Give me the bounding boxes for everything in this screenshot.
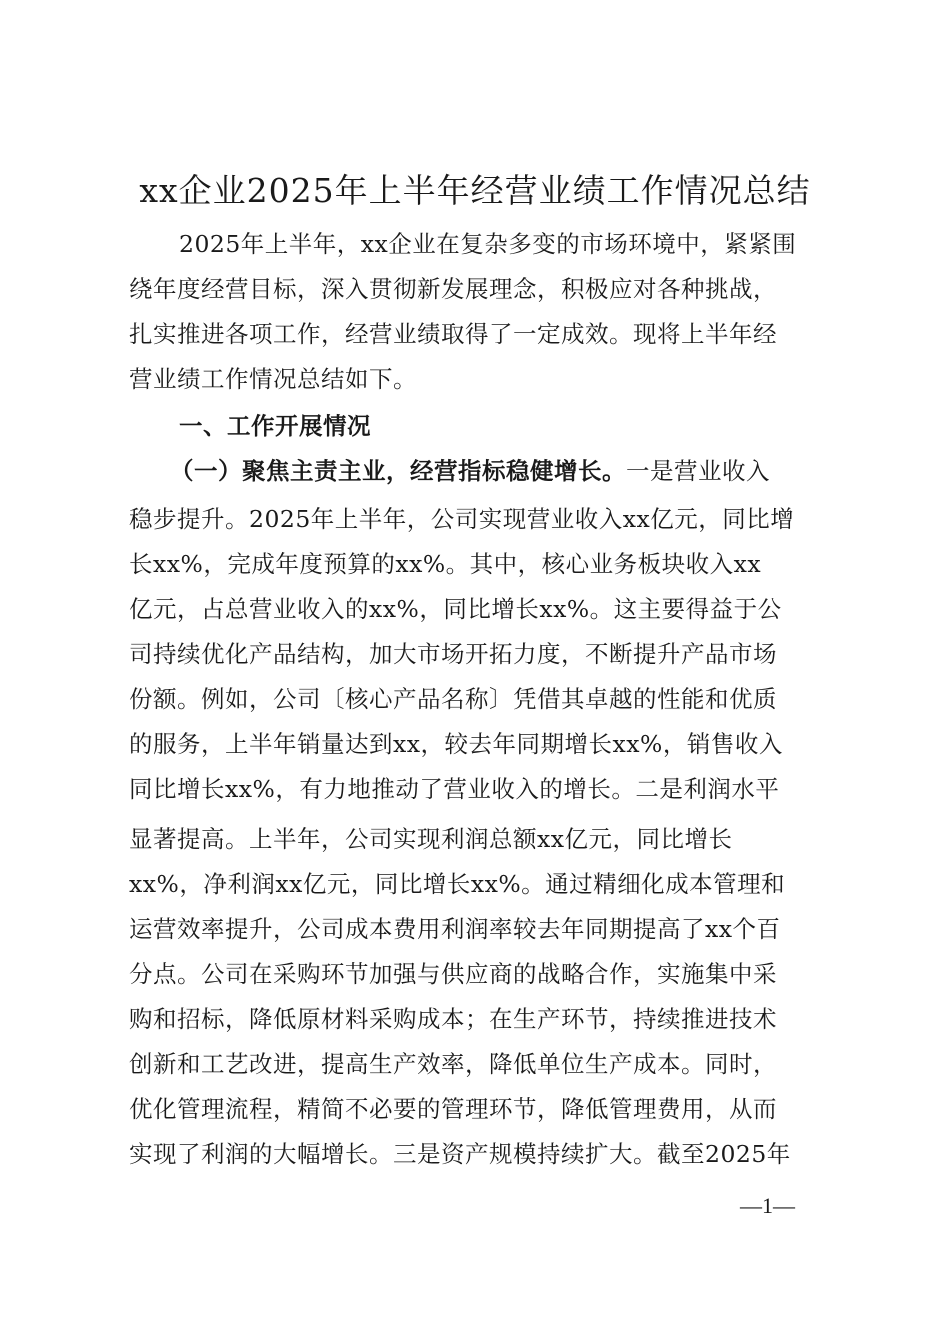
document-title: xx企业2025年上半年经营业绩工作情况总结 <box>139 171 811 210</box>
intro-line: 扎实推进各项工作，经营业绩取得了一定成效。现将上半年经 <box>129 320 777 348</box>
body-line: 同比增长xx%，有力地推动了营业收入的增长。二是利润水平 <box>129 775 780 803</box>
body-line: 司持续优化产品结构，加大市场开拓力度，不断提升产品市场 <box>129 640 777 668</box>
body-line: 创新和工艺改进，提高生产效率，降低单位生产成本。同时， <box>129 1050 777 1078</box>
subsection-heading: （一）聚焦主责主业，经营指标稳健增长。 <box>170 457 626 485</box>
body-line: xx%，净利润xx亿元，同比增长xx%。通过精细化成本管理和 <box>129 870 786 898</box>
body-line: 长xx%，完成年度预算的xx%。其中，核心业务板块收入xx <box>129 550 762 578</box>
body-line: 运营效率提升，公司成本费用利润率较去年同期提高了xx个百 <box>129 915 781 943</box>
intro-line: 绕年度经营目标，深入贯彻新发展理念，积极应对各种挑战， <box>129 275 777 303</box>
body-line: 实现了利润的大幅增长。三是资产规模持续扩大。截至2025年 <box>129 1140 791 1168</box>
body-line: 优化管理流程，精简不必要的管理环节，降低管理费用，从而 <box>129 1095 777 1123</box>
section-heading: 一、工作开展情况 <box>179 412 371 440</box>
body-line: 显著提高。上半年，公司实现利润总额xx亿元，同比增长 <box>129 825 733 853</box>
intro-line: 2025年上半年，xx企业在复杂多变的市场环境中，紧紧围 <box>179 230 797 258</box>
subsection-first-line-text: 一是营业收入 <box>626 457 770 485</box>
body-line: 的服务，上半年销量达到xx，较去年同期增长xx%，销售收入 <box>129 730 783 758</box>
subsection-first-line <box>170 455 770 487</box>
body-line: 份额。例如，公司〔核心产品名称〕凭借其卓越的性能和优质 <box>129 685 777 713</box>
body-line: 分点。公司在采购环节加强与供应商的战略合作，实施集中采 <box>129 960 777 988</box>
page-number: —1— <box>740 1193 795 1218</box>
body-line: 购和招标，降低原材料采购成本；在生产环节，持续推进技术 <box>129 1005 777 1033</box>
body-line: 稳步提升。2025年上半年，公司实现营业收入xx亿元，同比增 <box>129 505 795 533</box>
body-line: 亿元，占总营业收入的xx%，同比增长xx%。这主要得益于公 <box>129 595 782 623</box>
intro-line: 营业绩工作情况总结如下。 <box>129 365 417 393</box>
